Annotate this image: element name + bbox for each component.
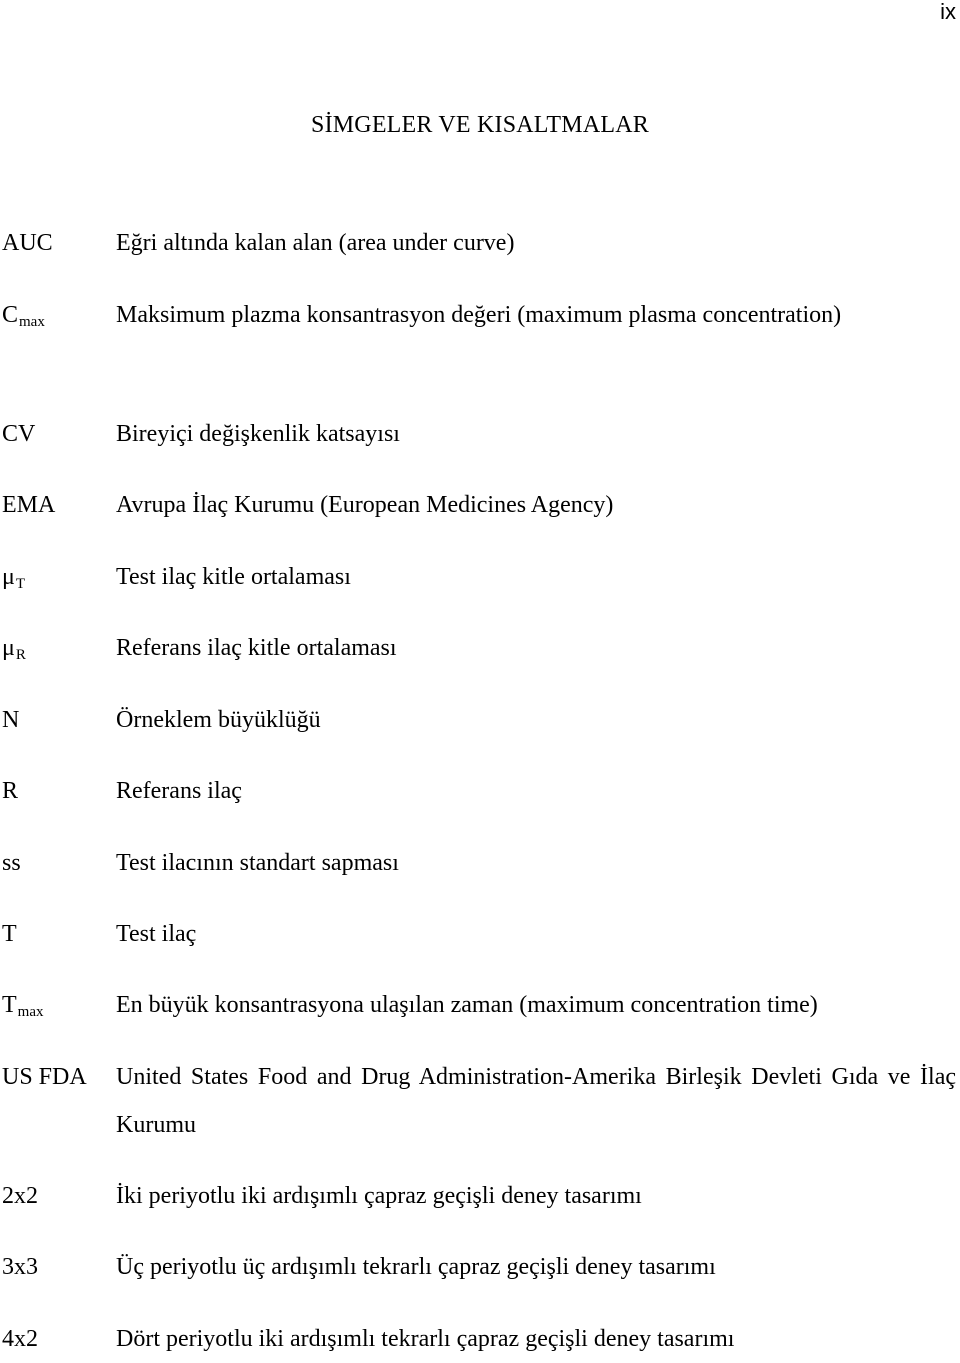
abbreviation-term: R <box>2 778 19 804</box>
abbreviation-definition: Örneklem büyüklüğü <box>116 707 321 733</box>
abbreviation-definition: En büyük konsantrasyona ulaşılan zaman (maximum concentration time) <box>116 992 818 1018</box>
abbreviation-definition: Test ilaç kitle ortalaması <box>116 564 351 590</box>
abbreviation-definition: Üç periyotlu üç ardışımlı tekrarlı çapraz geçişli deney tasarımı <box>116 1254 716 1280</box>
abbreviation-term: 2x2 <box>2 1183 38 1209</box>
abbreviation-term: $C_{max}$ <box>2 302 45 330</box>
abbreviation-definition: Maksimum plazma konsantrasyon değeri (maximum plasma concentration) <box>116 302 842 328</box>
abbreviation-definition: İki periyotlu iki ardışımlı çapraz geçişli deney tasarımı <box>116 1183 642 1209</box>
abbreviation-term: $\mu_R$ <box>2 635 26 663</box>
abbreviation-definition: Dört periyotlu iki ardışımlı tekrarlı çapraz geçişli deney tasarımı <box>116 1326 735 1352</box>
abbreviation-term: N <box>2 707 20 733</box>
abbreviation-definition: Referans ilaç <box>116 778 242 804</box>
abbreviation-definition: United States Food and Drug Administration-Amerika Birleşik Devleti Gıda ve İlaç Kurumu <box>116 1064 956 1138</box>
abbreviation-term: ss <box>2 850 21 876</box>
abbreviation-term: CV <box>2 421 36 447</box>
abbreviation-definition: Avrupa İlaç Kurumu (European Medicines Agency) <box>116 492 614 518</box>
abbreviation-term: T <box>2 921 17 947</box>
abbreviation-term: 4x2 <box>2 1326 38 1352</box>
abbreviation-definition: Test ilacının standart sapması <box>116 850 399 876</box>
abbreviation-term: $T_{max}$ <box>2 992 44 1020</box>
page-number: ix <box>940 0 956 24</box>
abbreviation-term: AUC <box>2 230 53 256</box>
abbreviation-term: $\mu_T$ <box>2 564 26 592</box>
abbreviation-definition: Referans ilaç kitle ortalaması <box>116 635 397 661</box>
abbreviation-definition: Bireyiçi değişkenlik katsayısı <box>116 421 400 447</box>
abbreviation-term: US FDA <box>2 1064 87 1090</box>
abbreviation-definition: Test ilaç <box>116 921 197 947</box>
abbreviation-definition: Eğri altında kalan alan (area under curve) <box>116 230 515 256</box>
page-title: SİMGELER VE KISALTMALAR <box>311 112 649 138</box>
abbreviation-term: 3x3 <box>2 1254 38 1280</box>
abbreviation-term: EMA <box>2 492 56 518</box>
